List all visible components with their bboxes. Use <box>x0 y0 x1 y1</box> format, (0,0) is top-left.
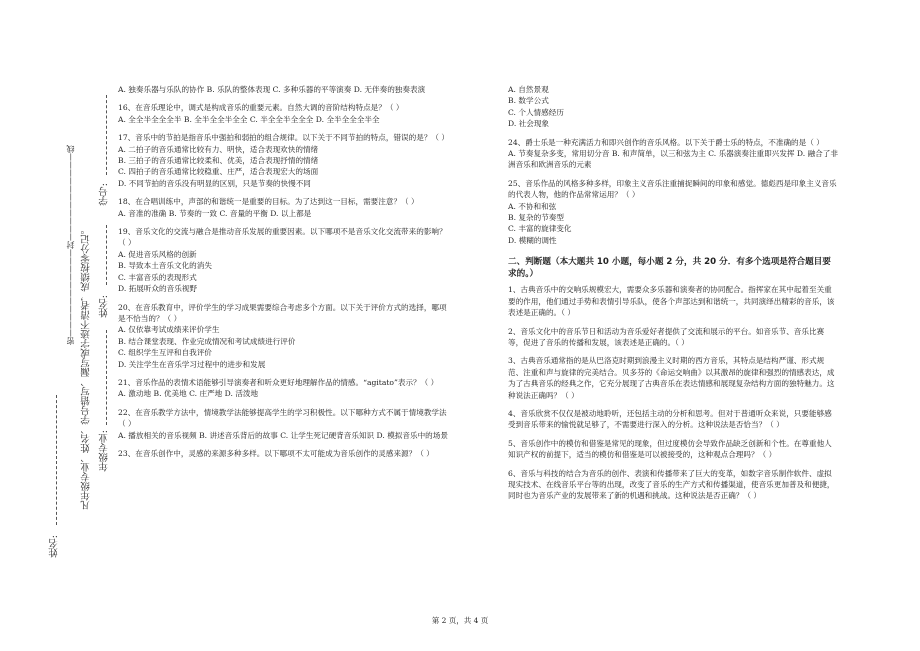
option-c: C. 丰富的旋律变化 <box>508 224 572 234</box>
question-stem: 24、爵士乐是一种充满活力和即兴创作的音乐风格。以下关于爵士乐的特点，不准确的是（ ） <box>508 137 824 147</box>
question-25 <box>508 178 838 246</box>
option-d: D. 模糊的调性 <box>508 235 557 245</box>
option-b: B. 三拍子的音乐通常比较柔和、优美，适合表现抒情的情绪 <box>118 156 319 166</box>
option-d: D. 不同节拍的音乐没有明显的区别，只是节奏的快慢不同 <box>118 178 311 188</box>
option-line: A. 全全半全全全半 B. 全半全全半全全 C. 半全全半全全全 D. 全半全全全半全 <box>118 114 380 124</box>
question-16 <box>118 102 450 125</box>
option-d: D. 拓展听众的音乐视野 <box>118 284 197 294</box>
question-15-options <box>118 84 450 95</box>
question-21 <box>118 377 450 400</box>
option-a: A. 二拍子的音乐通常比较有力、明快，适合表现欢快的情绪 <box>118 144 319 154</box>
question-17 <box>118 132 450 189</box>
question-stem: 18、在合唱训练中，声部的和谐统一是重要的目标。为了达到这一目标，需要注意？（ ） <box>118 197 419 207</box>
left-column <box>118 84 450 466</box>
judgment-text: 3、古典音乐通常指的是从巴洛克时期到浪漫主义时期的西方音乐，其特点是结构严谨、形式规范、注重和声与旋律的完美结合。贝多芬的《命运交响曲》以其激昂的旋律和强烈的情感表达，成为了古典音乐的经典之作，它充分展现了古典音乐在表达情感和展现复杂结构方面的独特魅力。这种说法正确吗？（ ） <box>508 356 835 400</box>
question-stem: 20、在音乐教育中，评价学生的学习成果需要综合考虑多个方面。以下关于评价方式的选择，哪项是不恰当的？（ ） <box>118 302 447 323</box>
question-24 <box>508 137 838 171</box>
option-a: A. 仅依靠考试成绩来评价学生 <box>118 325 220 335</box>
option-a: A. 不协和和弦 <box>508 201 557 211</box>
question-19 <box>118 226 450 294</box>
option-d: D. 关注学生在音乐学习过程中的进步和发展 <box>118 359 266 369</box>
option-a: A. 促进音乐风格的创新 <box>118 249 197 259</box>
option-c: C. 丰富音乐的表现形式 <box>118 272 197 282</box>
question-23 <box>118 448 450 459</box>
judgment-text: 4、音乐欣赏不仅仅是被动地聆听，还包括主动的分析和思考。但对于普通听众来说，只要能够感受到音乐带来的愉悦就足够了，不需要进行深入的分析。这种说法是否恰当？（ ） <box>508 408 832 430</box>
judgment-text: 2、音乐文化中的音乐节日和活动为音乐爱好者提供了交流和展示的平台。如音乐节、音乐比赛等，促进了音乐的传播和发展，该表述是正确的。（ ） <box>508 326 825 347</box>
question-stem: 16、在音乐理论中，调式是构成音乐的重要元素。自然大调的音阶结构特点是？（ ） <box>118 103 404 113</box>
judgment-1 <box>508 284 838 318</box>
judgment-text: 1、古典音乐中的交响乐规模宏大，需要众多乐器和演奏者的协同配合。指挥家在其中起着至关重要的作用，他们通过手势和表情引导乐队，使各个声部达到和谐统一，共同演绎出精彩的音乐，该表述是正确的。（ ） <box>508 285 835 318</box>
student-id-blank-line <box>106 95 107 175</box>
question-18 <box>118 196 450 219</box>
judgment-text: 6、音乐与科技的结合为音乐的创作、表演和传播带来了巨大的变革，如数字音乐制作软件、虚拟现实技术、在线音乐平台等的出现，改变了音乐的生产方式和传播渠道，使音乐更加普及和便捷，同时也为音乐产业的发展带来了新的机遇和挑战。这种说法是否正确？（ ） <box>508 468 835 501</box>
grade-major-blank-line <box>106 330 107 425</box>
judgment-5 <box>508 438 838 461</box>
question-stem: 23、在音乐创作中，灵感的来源多种多样。以下哪项不太可能成为音乐创作的灵感来源？（ ） <box>118 448 434 458</box>
judgment-4 <box>508 408 838 431</box>
option-c: C. 组织学生互评和自我评价 <box>118 348 212 358</box>
name-label: 姓名: <box>99 295 110 318</box>
question-stem: 21、音乐作品的表情术语能够引导演奏者和听众更好地理解作品的情感。“agitato”表示？（ ） <box>118 377 439 387</box>
option-c: C. 个人情感经历 <box>508 107 564 117</box>
option-d: D. 社会现象 <box>508 119 550 129</box>
name-blank-line <box>106 225 107 285</box>
seal-line-text: 密———————————封———————————线 <box>66 145 75 345</box>
student-id-label: 学号: <box>99 183 110 206</box>
name-label-2: 姓名: <box>49 535 60 558</box>
question-stem: 17、音乐中的节拍是指音乐中强拍和弱拍的组合规律。以下关于不同节拍的特点，错误的是？（ ） <box>118 133 450 143</box>
page-footer: 第 2 页，共 4 页 <box>431 616 489 625</box>
option-b: B. 导致本土音乐文化的消失 <box>118 261 212 271</box>
question-20 <box>118 302 450 370</box>
judgment-3 <box>508 355 838 401</box>
question-stem: 25、音乐作品的风格多种多样，印象主义音乐注重捕捉瞬间的印象和感觉。德彪西是印象主义音乐的代表人物，他的作品常常运用？（ ） <box>508 178 837 200</box>
binding-margin <box>40 95 120 575</box>
option-c: C. 四拍子的音乐通常比较稳重、庄严，适合表现宏大的场面 <box>118 167 319 177</box>
question-22 <box>118 407 450 441</box>
judgment-text: 5、音乐创作中的模仿和借鉴是常见的现象，但过度模仿会导致作品缺乏创新和个性。在尊重他人知识产权的前提下，适当的模仿和借鉴是可以被接受的，这种观点合理吗？（ ） <box>508 438 832 460</box>
option-a: A. 自然景观 <box>508 85 549 94</box>
right-column <box>508 84 838 509</box>
grade-major-label: 年级专业: <box>99 430 110 472</box>
option-line: A. 节奏复杂多变，常用切分音 B. 和声简单，以三和弦为主 C. 乐器演奏注重即兴发挥 D. 融合了非洲音乐和欧洲音乐的元素 <box>508 149 838 170</box>
notice-text: 凡年级专业、姓名、学号错写、漏写或字迹不清者，成绩按零分记。 <box>81 225 92 510</box>
option-line: A. 激动地 B. 优美地 C. 庄严地 D. 活泼地 <box>118 389 259 399</box>
option-line: A. 音准的准确 B. 节奏的一致 C. 音量的平衡 D. 以上都是 <box>118 208 312 218</box>
question-23-options <box>508 84 838 130</box>
option-line: A. 独奏乐器与乐队的协作 B. 乐队的整体表现 C. 多种乐器的平等演奏 D. 无伴奏的独奏表演 <box>118 85 426 94</box>
name-blank-line-2 <box>56 395 57 525</box>
question-stem: 19、音乐文化的交流与融合是推动音乐发展的重要因素。以下哪项不是音乐文化交流带来的影响？（ ） <box>118 227 447 248</box>
judgment-2 <box>508 326 838 349</box>
section-title-judgment: 二、判断题（本大题共 10 小题，每小题 2 分，共 20 分．有多个选项是符合题目要求的。） <box>508 257 831 280</box>
judgment-6 <box>508 468 838 502</box>
option-b: B. 结合课堂表现、作业完成情况和考试成绩进行评价 <box>118 336 296 346</box>
option-line: A. 播放相关的音乐视频 B. 讲述音乐背后的故事 C. 让学生死记硬背音乐知识 D. 模拟音乐中的场景 <box>118 430 448 440</box>
option-b: B. 复杂的节奏型 <box>508 213 564 223</box>
question-stem: 22、在音乐教学方法中，情境教学法能够提高学生的学习积极性。以下哪种方式不属于情境教学法（ ） <box>118 407 447 429</box>
option-b: B. 数学公式 <box>508 96 549 106</box>
